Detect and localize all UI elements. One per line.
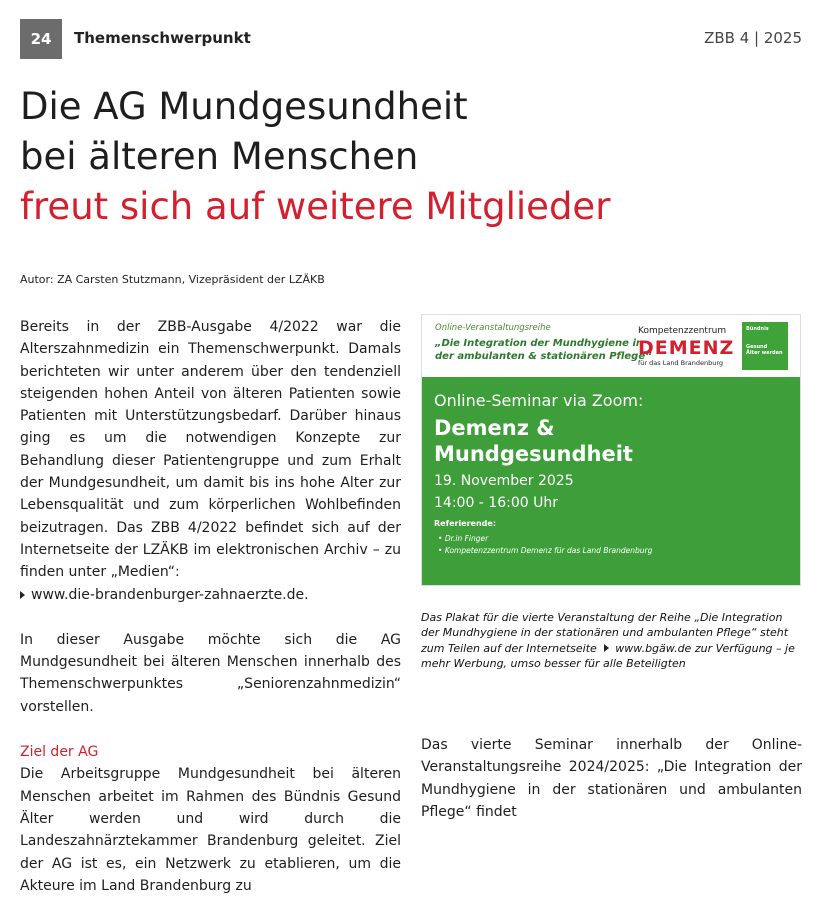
right-column (421, 734, 802, 823)
author-line: Autor: ZA Carsten Stutzmann, Vizepräsident der LZÄKB (20, 273, 325, 286)
poster-subtitle: Online-Seminar via Zoom: (434, 391, 644, 410)
paragraph-ziel: Die Arbeitsgruppe Mundgesundheit bei älteren Menschen arbeitet im Rahmen des Bündnis Gesund Älter werden und wird durch die Landeszahnärztekammer Brandenburg geleitet. Ziel der AG ist es, ein Netzwerk zu etablieren, um die Akteure im Land Brandenburg zu (20, 766, 401, 894)
issue-label: ZBB 4 | 2025 (704, 29, 802, 47)
title-line-2: bei älteren Menschen (20, 135, 419, 178)
arrow-icon (604, 644, 609, 652)
subheading-ziel: Ziel der AG (20, 744, 99, 761)
caption-link[interactable]: www.bgäw.de zur (615, 641, 713, 655)
poster-main-title: Demenz & Mundgesundheit (434, 416, 633, 466)
title-line-1: Die AG Mundgesundheit (20, 85, 468, 128)
buendnis-logo-icon: Bündnis Gesund Älter werden (742, 322, 788, 370)
paragraph-seminar: Das vierte Seminar innerhalb der Online-Veranstaltungsreihe 2024/2025: „Die Integration der Mundhygiene in der stationären und ambulanten Pflege“ findet (421, 737, 802, 820)
arrow-icon (20, 591, 25, 599)
poster-referent-2: • Kompetenzzentrum Demenz für das Land Brandenburg (438, 546, 653, 555)
website-link[interactable] (20, 584, 401, 606)
title-line-3: freut sich auf weitere Mitglieder (20, 185, 611, 228)
poster-kz-sub: für das Land Brandenburg (638, 359, 724, 367)
paragraph-intro: Bereits in der ZBB-Ausgabe 4/2022 war die Alterszahnmedizin ein Themenschwerpunkt. Damals berichteten wir unter anderem über den tendenziell steigenden hohen Anteil von älteren Patienten sowie Patienten mit Unterstützungsbedarf. Darüber hinaus ging es um die notwendigen Konzepte zur Behandlung dieser Patientengruppe und zum Erhalt der Mundgesundheit, um damit bis ins hohe Alter zur Lebensqualität und zum körperlichen Wohlbefinden beizutragen. Das ZBB 4/2022 befindet sich auf der Internetseite der LZÄKB im elektronischen Archiv – zu finden unter „Medien“: (20, 319, 401, 581)
poster-referents-label: Referierende: (434, 519, 497, 528)
poster-series-label: Online-Veranstaltungsreihe (435, 323, 551, 333)
poster-caption: Das Plakat für die vierte Veranstaltung der Reihe „Die Integration der Mundhygiene in der stationären und ambulanten Pflege“ steht zum Teilen auf der Internetseite www.bgäw.de zur Verfügung – je mehr Werbung, umso besser für alle Beteiligten (421, 611, 795, 671)
website-link-text[interactable]: www.die-brandenburger-zahnaerzte.de. (31, 586, 309, 603)
poster-demenz-logo: DEMENZ (638, 337, 735, 359)
poster-header (422, 315, 800, 377)
poster-series-title: „Die Integration der Mundhygiene in der ambulanten & stationären Pflege“ (435, 338, 652, 362)
poster-date: 19. November 2025 (434, 473, 574, 489)
article-title (20, 82, 610, 232)
event-poster (421, 314, 801, 586)
paragraph-ag: In dieser Ausgabe möchte sich die AG Mundgesundheit bei älteren Menschen innerhalb des Themenschwerpunktes „Seniorenzahnmedizin“ vorstellen. (20, 631, 401, 715)
poster-kz-label: Kompetenzzentrum (638, 326, 727, 336)
section-label: Themenschwerpunkt (74, 29, 251, 47)
page-number: 24 (20, 19, 62, 59)
left-column (20, 316, 401, 897)
poster-time: 14:00 - 16:00 Uhr (434, 495, 558, 511)
poster-referent-1: • Dr.in Finger (438, 534, 489, 543)
poster-green-panel (422, 377, 800, 586)
